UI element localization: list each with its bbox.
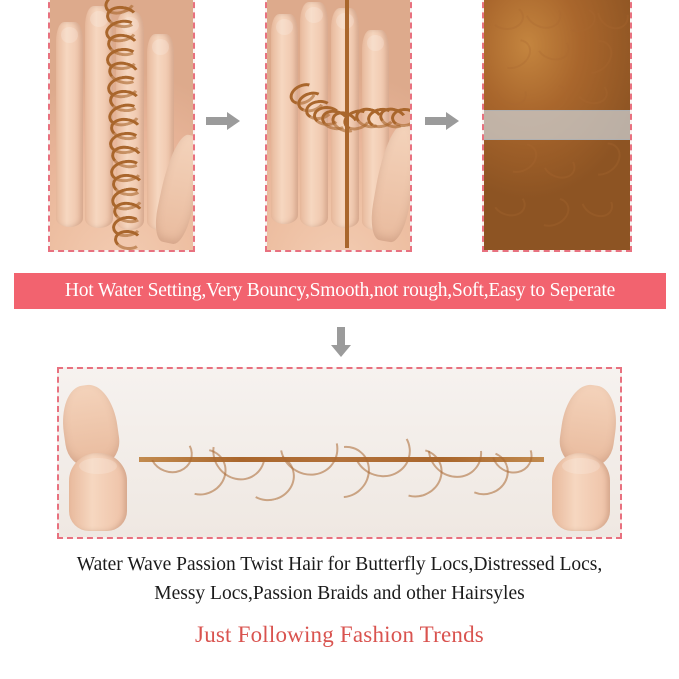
photo-hair-bundle-with-tape-label [482,0,632,252]
hair-strand-stretched [327,0,412,252]
tagline: Just Following Fashion Trends [195,622,484,647]
step-photo-row [0,0,679,258]
caption-line-1: Water Wave Passion Twist Hair for Butterfly Locs,Distressed Locs, [76,554,603,575]
hair-strand-spiral [102,0,148,252]
feature-banner-text: Hot Water Setting,Very Bouncy,Smooth,not rough,Soft,Easy to Seperate [64,280,616,301]
hair-straight-segment [345,0,349,158]
arrow-right-icon [425,112,459,130]
hair-straight-segment [345,156,349,248]
arrow-right-icon [206,112,240,130]
photo-two-hands-stretching-water-wave-strand [57,367,622,539]
arrow-down-icon [331,327,351,357]
tape-band [482,110,632,140]
feature-banner [14,273,666,309]
caption-block [0,550,679,608]
caption-line-2: Messy Locs,Passion Braids and other Hairsyles [154,583,525,604]
finger [271,14,298,224]
photo-hand-stretching-curl-strand [265,0,412,252]
water-wave-hair-strand [139,409,544,509]
finger [56,22,83,227]
finger [552,453,610,531]
finger [69,453,127,531]
photo-hand-holding-single-spiral-curl-strand [48,0,195,252]
